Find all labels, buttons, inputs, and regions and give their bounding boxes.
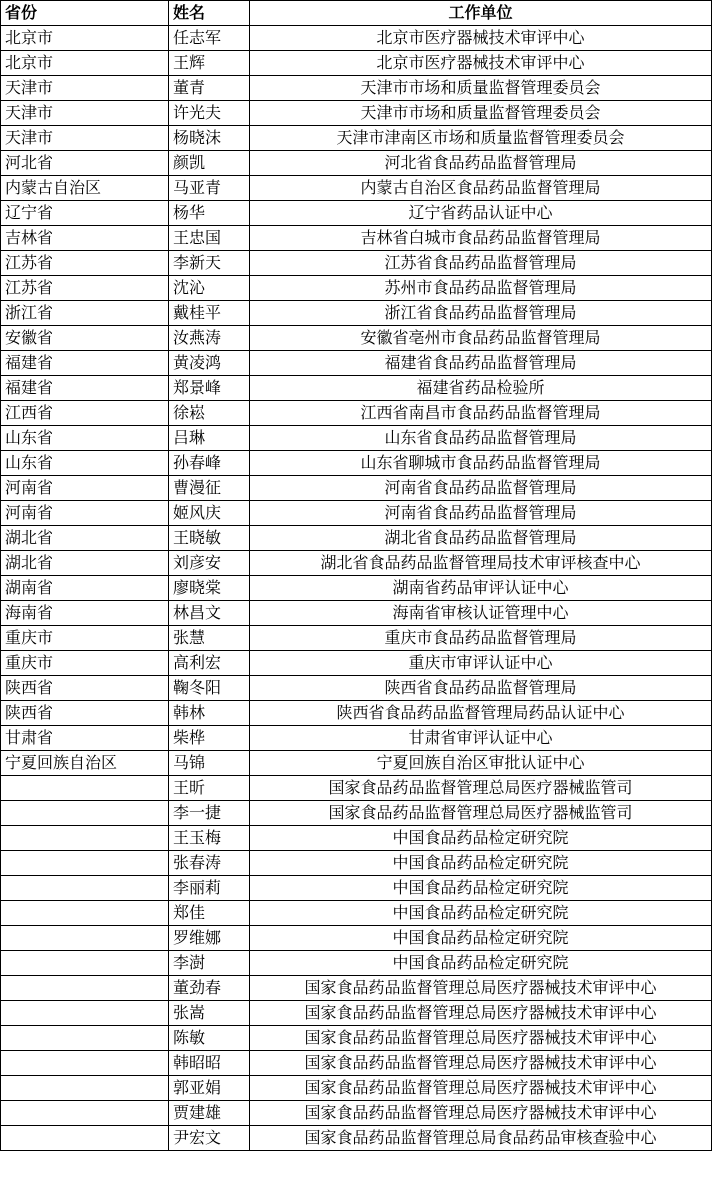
cell-name: 马锦 (169, 751, 250, 776)
table-row (1, 1101, 712, 1126)
table-row (1, 976, 712, 1001)
cell-province: 山东省 (1, 426, 169, 451)
table-row (1, 651, 712, 676)
cell-province (1, 1076, 169, 1101)
table-row (1, 76, 712, 101)
cell-name: 王玉梅 (169, 826, 250, 851)
cell-unit: 江苏省食品药品监督管理局 (250, 251, 712, 276)
cell-name: 戴桂平 (169, 301, 250, 326)
cell-unit: 安徽省亳州市食品药品监督管理局 (250, 326, 712, 351)
table-row (1, 501, 712, 526)
header-unit: 工作单位 (250, 1, 712, 26)
cell-unit: 天津市市场和质量监督管理委员会 (250, 76, 712, 101)
cell-unit: 国家食品药品监督管理总局食品药品审核查验中心 (250, 1126, 712, 1151)
cell-unit: 湖北省食品药品监督管理局技术审评核查中心 (250, 551, 712, 576)
table-row (1, 1126, 712, 1151)
table-row (1, 526, 712, 551)
cell-name: 刘彦安 (169, 551, 250, 576)
table-row (1, 276, 712, 301)
table-row (1, 926, 712, 951)
cell-province: 陕西省 (1, 676, 169, 701)
cell-province (1, 1051, 169, 1076)
cell-province: 安徽省 (1, 326, 169, 351)
cell-unit: 北京市医疗器械技术审评中心 (250, 51, 712, 76)
cell-name: 李新天 (169, 251, 250, 276)
cell-name: 杨华 (169, 201, 250, 226)
cell-province (1, 801, 169, 826)
table-row (1, 376, 712, 401)
cell-name: 任志军 (169, 26, 250, 51)
table-row (1, 1051, 712, 1076)
table-row (1, 801, 712, 826)
cell-unit: 福建省药品检验所 (250, 376, 712, 401)
cell-unit: 中国食品药品检定研究院 (250, 901, 712, 926)
table-row (1, 226, 712, 251)
cell-province: 湖南省 (1, 576, 169, 601)
table-row (1, 851, 712, 876)
cell-name: 马亚青 (169, 176, 250, 201)
cell-province (1, 851, 169, 876)
cell-unit: 中国食品药品检定研究院 (250, 951, 712, 976)
cell-province: 内蒙古自治区 (1, 176, 169, 201)
cell-province (1, 776, 169, 801)
cell-province: 江苏省 (1, 276, 169, 301)
cell-province (1, 826, 169, 851)
cell-province (1, 1101, 169, 1126)
table-row (1, 1026, 712, 1051)
cell-province: 甘肃省 (1, 726, 169, 751)
table-row (1, 876, 712, 901)
cell-name: 沈沁 (169, 276, 250, 301)
cell-unit: 中国食品药品检定研究院 (250, 826, 712, 851)
cell-name: 董劲春 (169, 976, 250, 1001)
cell-unit: 河南省食品药品监督管理局 (250, 476, 712, 501)
cell-unit: 内蒙古自治区食品药品监督管理局 (250, 176, 712, 201)
cell-province: 河南省 (1, 501, 169, 526)
cell-unit: 国家食品药品监督管理总局医疗器械技术审评中心 (250, 1101, 712, 1126)
table-row (1, 101, 712, 126)
cell-name: 贾建雄 (169, 1101, 250, 1126)
cell-province: 宁夏回族自治区 (1, 751, 169, 776)
cell-province: 湖北省 (1, 551, 169, 576)
cell-unit: 天津市市场和质量监督管理委员会 (250, 101, 712, 126)
cell-unit: 国家食品药品监督管理总局医疗器械技术审评中心 (250, 1076, 712, 1101)
table-row (1, 476, 712, 501)
cell-name: 张春涛 (169, 851, 250, 876)
cell-unit: 甘肃省审评认证中心 (250, 726, 712, 751)
table-row (1, 51, 712, 76)
cell-unit: 苏州市食品药品监督管理局 (250, 276, 712, 301)
table-row (1, 1076, 712, 1101)
cell-name: 吕琳 (169, 426, 250, 451)
table-row (1, 151, 712, 176)
table-row (1, 426, 712, 451)
table-row (1, 901, 712, 926)
cell-province: 重庆市 (1, 626, 169, 651)
cell-province: 北京市 (1, 26, 169, 51)
cell-name: 韩昭昭 (169, 1051, 250, 1076)
cell-province: 辽宁省 (1, 201, 169, 226)
table-row (1, 176, 712, 201)
cell-name: 颜凯 (169, 151, 250, 176)
cell-province: 山东省 (1, 451, 169, 476)
cell-name: 李一捷 (169, 801, 250, 826)
table-row (1, 701, 712, 726)
cell-unit: 吉林省白城市食品药品监督管理局 (250, 226, 712, 251)
table-row (1, 126, 712, 151)
cell-name: 许光夫 (169, 101, 250, 126)
cell-unit: 陕西省食品药品监督管理局 (250, 676, 712, 701)
table-row (1, 826, 712, 851)
cell-name: 尹宏文 (169, 1126, 250, 1151)
cell-name: 郑景峰 (169, 376, 250, 401)
cell-unit: 国家食品药品监督管理总局医疗器械技术审评中心 (250, 976, 712, 1001)
table-row (1, 751, 712, 776)
cell-unit: 国家食品药品监督管理总局医疗器械技术审评中心 (250, 1051, 712, 1076)
cell-province: 吉林省 (1, 226, 169, 251)
cell-name: 王昕 (169, 776, 250, 801)
cell-unit: 北京市医疗器械技术审评中心 (250, 26, 712, 51)
cell-province: 海南省 (1, 601, 169, 626)
cell-name: 汝燕涛 (169, 326, 250, 351)
table-row (1, 726, 712, 751)
cell-province: 福建省 (1, 351, 169, 376)
cell-unit: 河南省食品药品监督管理局 (250, 501, 712, 526)
table-row (1, 26, 712, 51)
cell-name: 高利宏 (169, 651, 250, 676)
cell-name: 张慧 (169, 626, 250, 651)
cell-province: 天津市 (1, 76, 169, 101)
cell-unit: 中国食品药品检定研究院 (250, 926, 712, 951)
cell-province (1, 1001, 169, 1026)
cell-province: 江苏省 (1, 251, 169, 276)
table-row (1, 551, 712, 576)
cell-unit: 宁夏回族自治区审批认证中心 (250, 751, 712, 776)
table-row (1, 951, 712, 976)
cell-name: 郑佳 (169, 901, 250, 926)
header-row (1, 1, 712, 26)
cell-unit: 山东省食品药品监督管理局 (250, 426, 712, 451)
cell-unit: 国家食品药品监督管理总局医疗器械技术审评中心 (250, 1026, 712, 1051)
cell-name: 姬风庆 (169, 501, 250, 526)
cell-province (1, 1026, 169, 1051)
table-row (1, 1001, 712, 1026)
cell-name: 曹漫征 (169, 476, 250, 501)
cell-province: 天津市 (1, 126, 169, 151)
table-row (1, 251, 712, 276)
cell-province: 重庆市 (1, 651, 169, 676)
cell-province: 江西省 (1, 401, 169, 426)
cell-unit: 江西省南昌市食品药品监督管理局 (250, 401, 712, 426)
cell-unit: 中国食品药品检定研究院 (250, 851, 712, 876)
cell-province (1, 951, 169, 976)
header-province: 省份 (1, 1, 169, 26)
cell-province (1, 876, 169, 901)
table-row (1, 326, 712, 351)
cell-province: 北京市 (1, 51, 169, 76)
cell-name: 鞠冬阳 (169, 676, 250, 701)
cell-unit: 国家食品药品监督管理总局医疗器械技术审评中心 (250, 1001, 712, 1026)
table-row (1, 601, 712, 626)
cell-unit: 国家食品药品监督管理总局医疗器械监管司 (250, 801, 712, 826)
cell-name: 李澍 (169, 951, 250, 976)
cell-unit: 海南省审核认证管理中心 (250, 601, 712, 626)
table-row (1, 676, 712, 701)
table-row (1, 626, 712, 651)
cell-province (1, 901, 169, 926)
cell-name: 董青 (169, 76, 250, 101)
cell-name: 王晓敏 (169, 526, 250, 551)
cell-name: 郭亚娟 (169, 1076, 250, 1101)
cell-unit: 陕西省食品药品监督管理局药品认证中心 (250, 701, 712, 726)
table-body (1, 26, 712, 1151)
header-name: 姓名 (169, 1, 250, 26)
table-row (1, 301, 712, 326)
cell-unit: 湖北省食品药品监督管理局 (250, 526, 712, 551)
cell-name: 陈敏 (169, 1026, 250, 1051)
cell-province: 天津市 (1, 101, 169, 126)
cell-province: 河北省 (1, 151, 169, 176)
cell-name: 张嵩 (169, 1001, 250, 1026)
cell-province (1, 976, 169, 1001)
cell-unit: 辽宁省药品认证中心 (250, 201, 712, 226)
cell-province: 陕西省 (1, 701, 169, 726)
cell-unit: 浙江省食品药品监督管理局 (250, 301, 712, 326)
cell-name: 罗维娜 (169, 926, 250, 951)
cell-province: 河南省 (1, 476, 169, 501)
cell-name: 李丽莉 (169, 876, 250, 901)
cell-name: 柴桦 (169, 726, 250, 751)
table-row (1, 401, 712, 426)
cell-name: 韩林 (169, 701, 250, 726)
cell-province (1, 1126, 169, 1151)
cell-province: 浙江省 (1, 301, 169, 326)
cell-province: 湖北省 (1, 526, 169, 551)
cell-province (1, 926, 169, 951)
cell-unit: 重庆市审评认证中心 (250, 651, 712, 676)
table-row (1, 776, 712, 801)
cell-name: 徐崧 (169, 401, 250, 426)
cell-unit: 河北省食品药品监督管理局 (250, 151, 712, 176)
cell-name: 林昌文 (169, 601, 250, 626)
table-row (1, 351, 712, 376)
cell-unit: 国家食品药品监督管理总局医疗器械监管司 (250, 776, 712, 801)
cell-name: 黄凌鸿 (169, 351, 250, 376)
cell-unit: 山东省聊城市食品药品监督管理局 (250, 451, 712, 476)
table-row (1, 451, 712, 476)
cell-name: 杨晓沫 (169, 126, 250, 151)
cell-unit: 中国食品药品检定研究院 (250, 876, 712, 901)
cell-name: 孙春峰 (169, 451, 250, 476)
cell-name: 廖晓棠 (169, 576, 250, 601)
cell-unit: 重庆市食品药品监督管理局 (250, 626, 712, 651)
cell-unit: 湖南省药品审评认证中心 (250, 576, 712, 601)
cell-unit: 福建省食品药品监督管理局 (250, 351, 712, 376)
cell-unit: 天津市津南区市场和质量监督管理委员会 (250, 126, 712, 151)
cell-name: 王忠国 (169, 226, 250, 251)
cell-name: 王辉 (169, 51, 250, 76)
table-row (1, 201, 712, 226)
cell-province: 福建省 (1, 376, 169, 401)
table-row (1, 576, 712, 601)
